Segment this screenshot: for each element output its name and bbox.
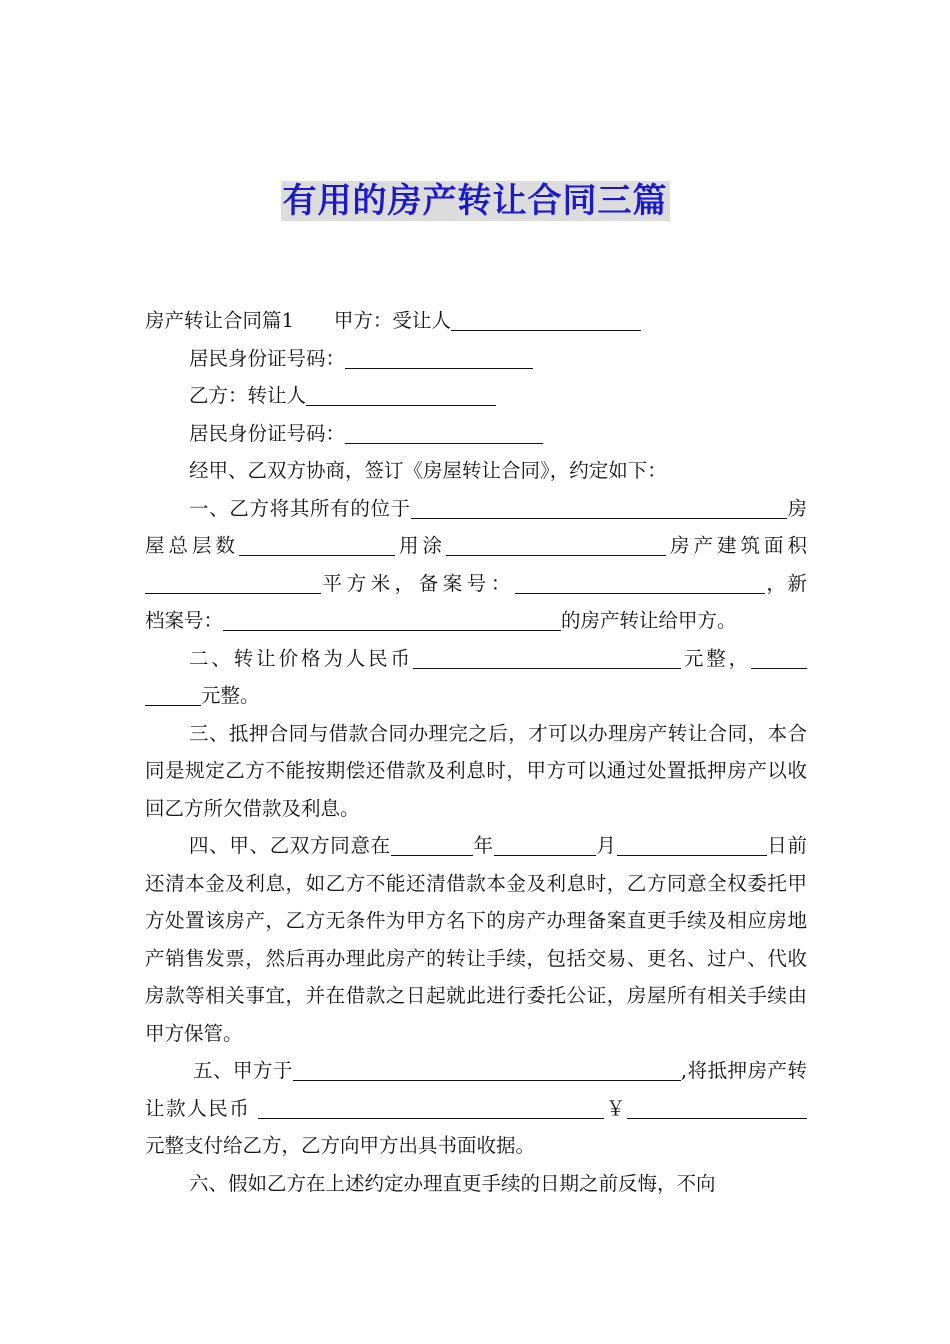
record-blank — [515, 572, 765, 593]
price-label: 二、转让价格为人民币 — [189, 646, 413, 670]
party-b-blank — [306, 385, 496, 406]
party-b-label: 乙方：转让人 — [189, 384, 307, 407]
price-alt-blank — [751, 647, 807, 668]
year-label: 年 — [472, 834, 494, 857]
clause-1 — [145, 490, 807, 640]
area-label: 房产建筑面积 — [666, 534, 807, 557]
day-blank — [617, 835, 767, 856]
day-label: 日 — [766, 834, 788, 857]
deadline-label: 四、甲、乙双方同意在 — [189, 834, 391, 857]
title-text: 有用的房产转让合同三篇 — [282, 181, 668, 221]
clause-1-location-label: 一、乙方将其所有的位于 — [189, 496, 411, 520]
id-b-blank — [345, 422, 543, 443]
location-blank — [411, 497, 777, 518]
transfer-text: 的房产转让给甲方。 — [561, 609, 737, 632]
document-body — [145, 302, 807, 1202]
id-a-line — [145, 340, 807, 378]
payment-date-blank — [293, 1060, 681, 1081]
clause-2 — [145, 640, 807, 715]
payment-amount-label: ,将抵押房产转让款人民币 — [145, 1059, 807, 1120]
month-blank — [494, 835, 596, 856]
clause-6 — [145, 1165, 807, 1203]
agreement-intro — [145, 452, 807, 490]
clause-3-text: 三、抵押合同与借款合同办理完之后，才可以办理房产转让合同，本合同是规定乙方不能按期偿还借款及利息时，甲方可以通过处置抵押房产以收回乙方所欠借款及利息。 — [145, 721, 807, 820]
yen-blank — [627, 1097, 763, 1118]
record-label: 平方米，备案号： — [321, 571, 515, 595]
clause-6-text: 六、假如乙方在上述约定办理直更手续的日期之前反悔，不向 — [189, 1171, 716, 1195]
yen-blank-cont — [763, 1097, 807, 1118]
price-alt-blank-cont — [145, 685, 201, 706]
id-b-label: 居民身份证号码： — [189, 421, 346, 445]
clause-3 — [145, 715, 807, 828]
clause-5 — [145, 1052, 807, 1165]
price-blank — [413, 647, 681, 668]
section-heading: 房产转让合同篇1 — [145, 309, 294, 332]
payment-date-label: 五、甲方于 — [193, 1059, 293, 1082]
area-blank — [145, 572, 321, 593]
usage-label: 用涂 — [395, 534, 446, 557]
location-blank-cont — [777, 497, 787, 518]
archive-label: 新档案号： — [145, 571, 807, 632]
document-title — [0, 178, 950, 224]
clause-4 — [145, 827, 807, 1052]
payment-amount-blank — [258, 1097, 604, 1118]
record-comma: ， — [764, 571, 788, 595]
price-alt-unit: 元整。 — [201, 684, 260, 707]
month-label: 月 — [595, 834, 617, 857]
agreement-intro-text: 经甲、乙双方协商，签订《房屋转让合同》，约定如下： — [189, 459, 667, 482]
year-blank — [391, 835, 473, 856]
party-a-label: 甲方：受让人 — [333, 309, 451, 332]
price-unit: 元整， — [680, 646, 751, 670]
floors-blank — [239, 535, 395, 556]
yen-symbol: ￥ — [604, 1096, 627, 1120]
party-a-blank — [451, 310, 641, 331]
party-b-line — [145, 377, 807, 415]
archive-blank — [223, 610, 561, 631]
usage-blank — [446, 535, 666, 556]
id-a-blank — [345, 347, 533, 368]
floors-label: 房屋总层数 — [145, 496, 807, 557]
payment-text: 元整支付给乙方，乙方向甲方出具书面收据。 — [145, 1134, 536, 1157]
id-a-label: 居民身份证号码： — [189, 346, 346, 370]
header-line — [145, 302, 807, 340]
id-b-line — [145, 415, 807, 453]
clause-4-text: 前还清本金及利息，如乙方不能还清借款本金及利息时，乙方同意全权委托甲方处置该房产，乙方无条件为甲方名下的房产办理备案直更手续及相应房地产销售发票，然后再办理此房产的转让手续，包括交易、更名、过户、代收房款等相关事宜，并在借款之日起就此进行委托公证，房屋所有相关手续由甲方保管。 — [145, 834, 807, 1045]
